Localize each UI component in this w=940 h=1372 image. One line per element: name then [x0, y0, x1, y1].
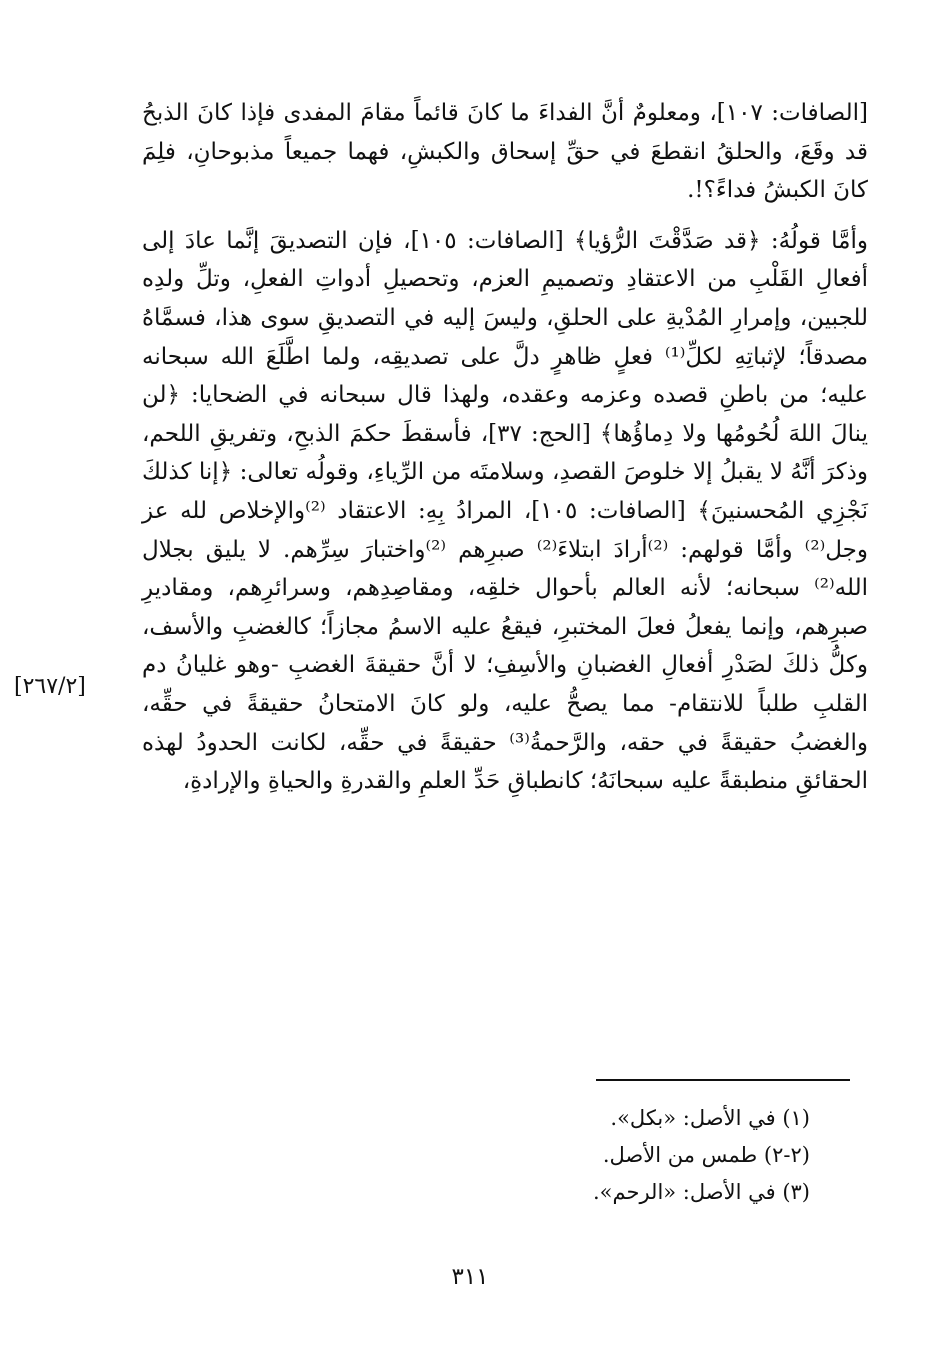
- margin-volume-page-reference: [٢٦٧/٢]: [14, 674, 86, 699]
- footnote-2: (٢-٢) طمس من الأصل.: [602, 1143, 810, 1167]
- paragraph-2: وأمَّا قولُهُ: ﴿قد صَدَّقْتَ الرُّؤيا﴾ [الصافات: ١٠٥]، فإن التصديقَ إنَّما عادَ إلى أفعالِ القَلْبِ من الاعتقادِ وتصميمِ العزم، وتحصيلِ أدواتِ الفعلِ، وتلِّ ولدِه للجبين، وإمرارِ المُدْيةِ على الحلقِ، وليسَ إليه في التصديقِ سوى هذا، فسمَّاهُ مصدقاً؛ لإثباتِهِ لكلِّ⁽¹⁾ فعلٍ ظاهرٍ دلَّ على تصديقِه، ولما اطَّلَعَ الله سبحانه عليه؛ من باطنِ قصده وعزمه وعقده، ولهذا قال سبحانه في الضحايا: ﴿لن ينالَ اللهَ لُحُومُها ولا دِماؤُها﴾ [الحج: ٣٧]، فأسقطَ حكمَ الذبحِ، وتفريقِ اللحم، وذكرَ أنَّهُ لا يقبلُ إلا خلوصَ القصدِ، وسلامتَه من الرِّياءِ، وقولُه تعالى: ﴿إنا كذلكَ نَجْزِي المُحسنينَ﴾ [الصافات: ١٠٥]، المرادُ بِهِ: الاعتقاد ⁽²⁾والإخلاص لله عز وجل⁽²⁾ وأمَّا قولهم: ⁽²⁾أرادَ ابتلاءَ⁽²⁾ صبرِهم ⁽²⁾واختبارَ سِرِّهم. لا يليق بجلال الله⁽²⁾ سبحانه؛ لأنه العالم بأحوال خلقِه، ومقاصِدِهم، وسرائرِهم، ومقاديرِ صبرِهم، وإنما يفعلُ فعلَ المختبرِ، فيقعُ عليه الاسمُ مجازاً؛ كالغضبِ والأسف، وكلُّ ذلكَ لصَدْرِ أفعالِ الغضبانِ والأسِفِ؛ لا أنَّ حقيقةَ الغضبِ -وهو غليانُ دم القلبِ طلباً للانتقام- مما يصحُّ عليه، ولو كانَ الامتحانُ حقيقةً في حقِّه، والغضبُ حقيقةً في حقه، والرَّحمةُ⁽³⁾ حقيقةً في حقِّه، لكانت الحدودُ لهذه الحقائقِ منطبقةً عليه سبحانَهُ؛ كانطباقِ حَدِّ العلمِ والقدرةِ والحياةِ والإرادةِ،: [142, 227, 869, 795]
- paragraph-1: [الصافات: ١٠٧]، ومعلومٌ أنَّ الفداءَ ما كانَ قائماً مقامَ المفدى فإذا كانَ الذبحُ قد وقَعَ، والحلقُ انقطعَ في حقِّ إسحاق والكبشِ، فهما جميعاً مذبوحانِ، فلِمَ كانَ الكبشُ فداءً؟!.: [142, 100, 868, 204]
- footnote-separator-line: [596, 1079, 850, 1081]
- main-text-block: [142, 94, 868, 801]
- footnotes: [390, 1100, 810, 1211]
- footnote-3: (٣) في الأصل: «الرحم».: [592, 1180, 810, 1204]
- page-number: ٣١١: [451, 1264, 489, 1290]
- footnote-1: (١) في الأصل: «بكل».: [610, 1106, 810, 1130]
